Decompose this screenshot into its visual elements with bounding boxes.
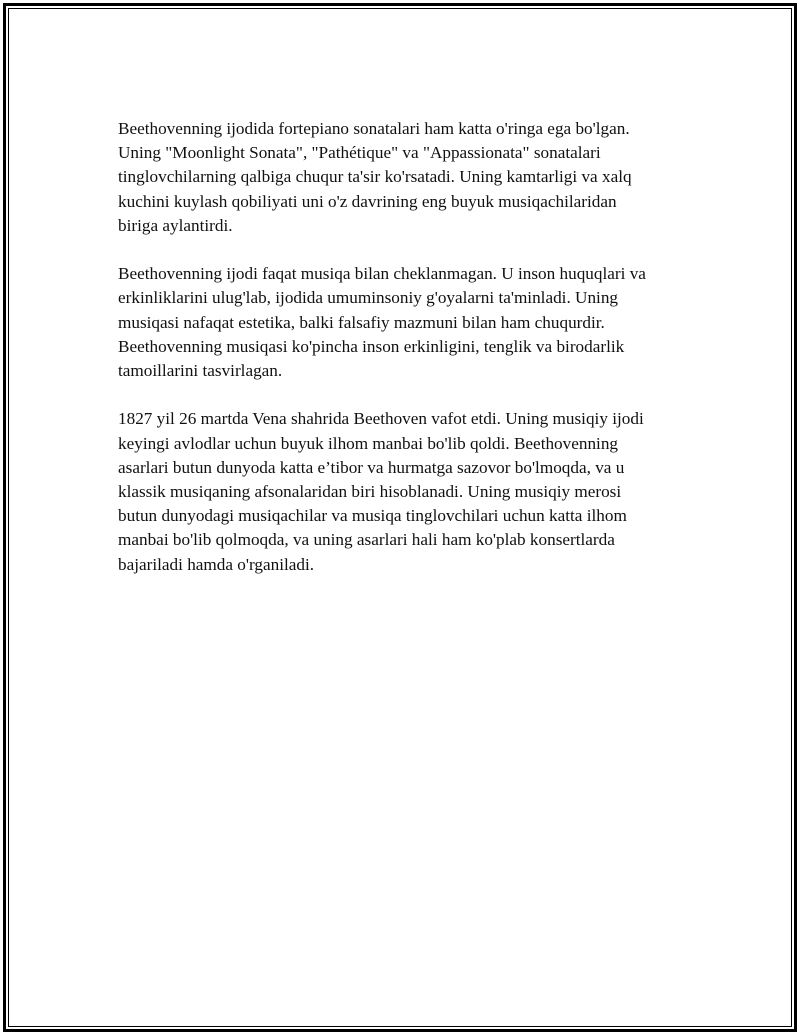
text-line: bajariladi hamda o'rganiladi. <box>118 554 315 574</box>
document-body <box>118 117 698 601</box>
paragraph-2 <box>118 262 698 383</box>
text-line: Uning "Moonlight Sonata", "Pathétique" va "Appassionata" sonatalari <box>118 143 601 163</box>
text-line: Beethovenning musiqasi ko'pincha inson erkinligini, tenglik va birodarlik <box>118 336 625 356</box>
text-line: klassik musiqaning afsonalaridan biri hisoblanadi. Uning musiqiy merosi <box>118 482 622 502</box>
text-line: tamoillarini tasvirlagan. <box>118 361 283 381</box>
paragraph-1 <box>118 117 698 238</box>
text-line: musiqasi nafaqat estetika, balki falsafiy mazmuni bilan ham chuqurdir. <box>118 312 605 332</box>
paragraph-3 <box>118 407 698 576</box>
text-line: Beethovenning ijodi faqat musiqa bilan cheklanmagan. U inson huquqlari va <box>118 264 646 284</box>
text-line: biriga aylantirdi. <box>118 215 233 235</box>
text-line: keyingi avlodlar uchun buyuk ilhom manbai bo'lib qoldi. Beethovenning <box>118 433 619 453</box>
text-line: kuchini kuylash qobiliyati uni o'z davrining eng buyuk musiqachilaridan <box>118 191 617 211</box>
text-line: manbai bo'lib qolmoqda, va uning asarlari hali ham ko'plab konsertlarda <box>118 530 615 550</box>
text-line: Beethovenning ijodida fortepiano sonatalari ham katta o'ringa ega bo'lgan. <box>118 119 630 138</box>
text-line: tinglovchilarning qalbiga chuqur ta'sir ko'rsatadi. Uning kamtarligi va xalq <box>118 167 632 187</box>
text-line: 1827 yil 26 martda Vena shahrida Beethoven vafot etdi. Uning musiqiy ijodi <box>118 409 644 429</box>
text-line: erkinliklarini ulug'lab, ijodida umuminsoniy g'oyalarni ta'minladi. Uning <box>118 288 619 308</box>
text-line: butun dunyodagi musiqachilar va musiqa tinglovchilari uchun katta ilhom <box>118 506 627 526</box>
text-line: asarlari butun dunyoda katta e’tibor va hurmatga sazovor bo'lmoqda, va u <box>118 457 625 477</box>
